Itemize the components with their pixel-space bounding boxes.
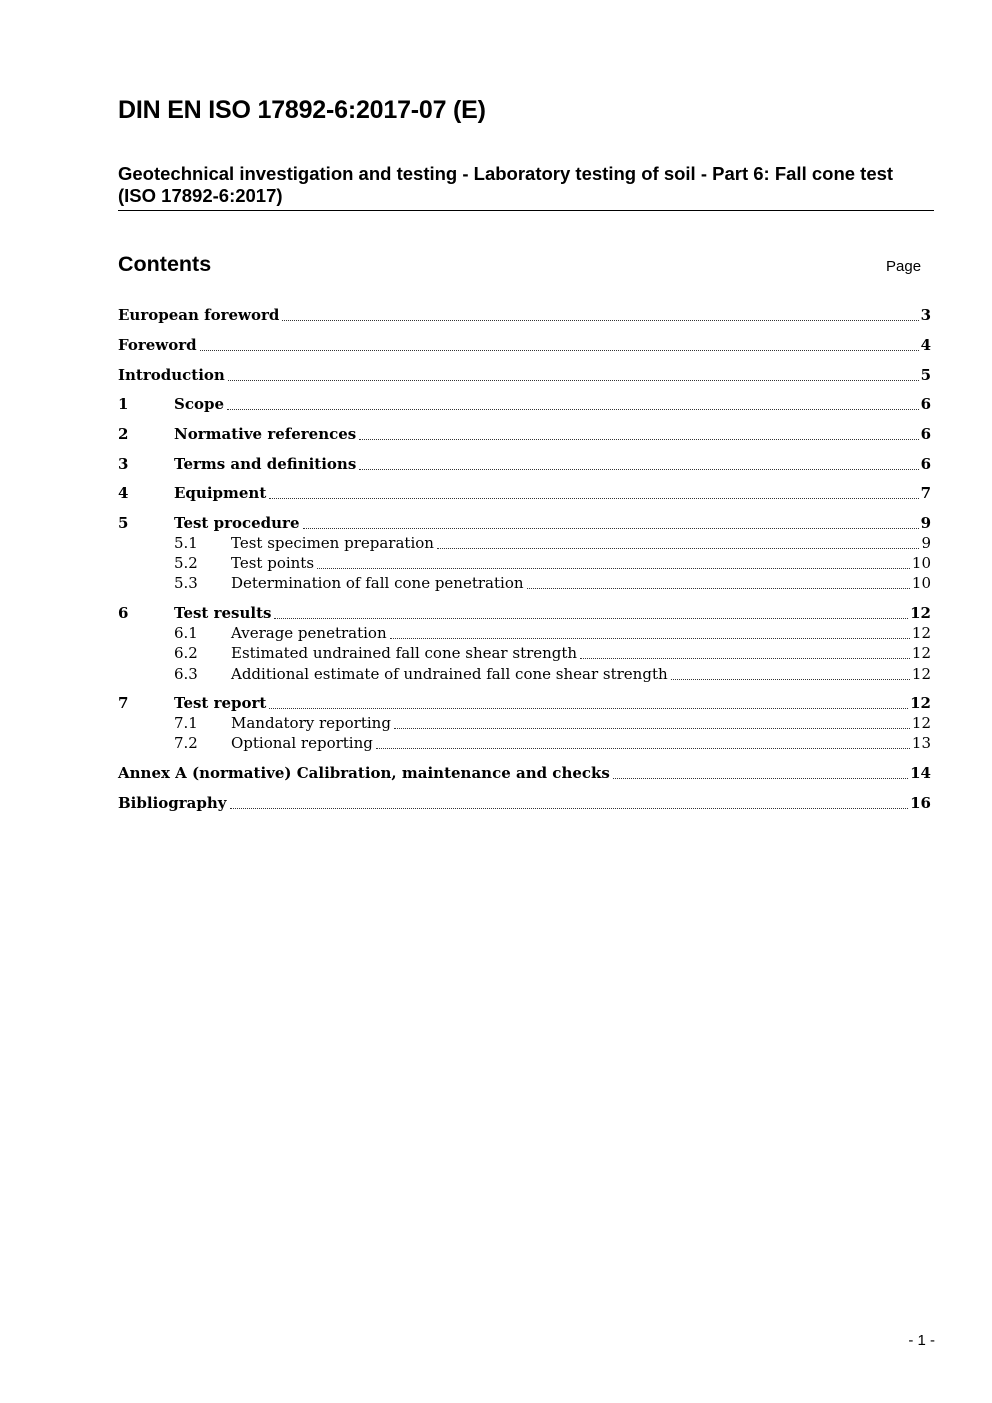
toc-entry-test-report[interactable] [118,693,931,714]
toc-entry-page: 13 [911,734,931,752]
toc-entry-label: Test procedure [174,514,300,532]
toc-entry-page: 3 [920,306,931,324]
toc-entry-label: Estimated undrained fall cone shear strength [231,644,578,662]
toc-leader [282,320,918,321]
toc-entry-normative-references[interactable] [118,424,931,445]
toc-entry-scope[interactable] [118,394,931,415]
toc-entry-label: Annex A (normative) Calibration, maintenance and checks [118,764,610,782]
toc-entry-number: 6.2 [174,644,198,662]
toc-entry-mandatory-reporting[interactable] [118,713,931,734]
toc-entry-test-specimen-preparation[interactable] [118,533,931,554]
toc-entry-page: 6 [920,395,931,413]
toc-entry-label: Test results [174,604,272,622]
toc-entry-test-results[interactable] [118,603,931,624]
toc-entry-page: 5 [920,366,931,384]
toc-entry-page: 12 [910,604,931,622]
title-divider [118,210,934,211]
toc-leader [376,748,910,749]
toc-leader [317,568,910,569]
toc-entry-foreword[interactable] [118,335,931,356]
toc-entry-label: Normative references [174,425,357,443]
toc-entry-label: Mandatory reporting [231,714,391,732]
toc-entry-number: 7.2 [174,734,198,752]
document-title: DIN EN ISO 17892-6:2017-07 (E) [118,96,486,124]
toc-entry-bibliography[interactable] [118,793,931,814]
toc-entry-average-penetration[interactable] [118,623,931,644]
toc-leader [269,708,908,709]
toc-entry-optional-reporting[interactable] [118,733,931,754]
toc-entry-page: 12 [911,624,931,642]
toc-entry-label: Bibliography [118,794,227,812]
toc-entry-page: 16 [910,794,931,812]
toc-entry-page: 12 [911,665,931,683]
document-subtitle: Geotechnical investigation and testing - Laboratory testing of soil - Part 6: Fall cone test (ISO 17892-6:2017) [118,163,894,206]
toc-entry-number: 7 [118,694,129,712]
toc-entry-equipment[interactable] [118,483,931,504]
toc-entry-estimated-shear-strength[interactable] [118,643,931,664]
toc-entry-number: 5.2 [174,554,198,572]
toc-entry-page: 14 [910,764,931,782]
toc-entry-page: 6 [920,425,931,443]
toc-entry-european-foreword[interactable] [118,305,931,326]
toc-entry-number: 3 [118,455,129,473]
toc-entry-label: Terms and definitions [174,455,357,473]
toc-entry-page: 12 [911,714,931,732]
toc-leader [613,778,908,779]
toc-entry-page: 6 [920,455,931,473]
toc-entry-label: Test points [231,554,315,572]
toc-leader [230,808,909,809]
toc-leader [303,528,919,529]
toc-leader [527,588,910,589]
toc-entry-page: 12 [911,644,931,662]
toc-entry-page: 7 [920,484,931,502]
toc-entry-label: Test report [174,694,267,712]
toc-entry-label: Optional reporting [231,734,373,752]
toc-leader [394,728,910,729]
toc-entry-fall-cone-penetration[interactable] [118,573,931,594]
toc-entry-number: 5 [118,514,129,532]
toc-entry-page: 10 [911,574,931,592]
toc-leader [390,638,910,639]
toc-entry-terms-and-definitions[interactable] [118,454,931,475]
toc-entry-introduction[interactable] [118,365,931,386]
toc-leader [269,498,918,499]
toc-leader [227,409,919,410]
toc-entry-page: 9 [921,534,931,552]
toc-leader [437,548,920,549]
toc-entry-number: 5.3 [174,574,198,592]
toc-entry-number: 6.3 [174,665,198,683]
toc-entry-label: Scope [174,395,225,413]
toc-entry-number: 5.1 [174,534,198,552]
toc-entry-label: European foreword [118,306,280,324]
toc-leader [200,350,919,351]
toc-entry-label: Additional estimate of undrained fall cone shear strength [231,665,668,683]
toc-entry-label: Equipment [174,484,267,502]
toc-entry-test-points[interactable] [118,553,931,574]
toc-entry-annex-a[interactable] [118,763,931,784]
page-column-label: Page [886,258,922,275]
toc-entry-additional-shear-strength[interactable] [118,664,931,685]
toc-leader [228,380,919,381]
toc-entry-label: Introduction [118,366,225,384]
contents-heading: Contents [118,252,212,276]
toc-leader [274,618,908,619]
toc-entry-number: 6 [118,604,129,622]
toc-entry-page: 12 [910,694,931,712]
toc-leader [359,439,918,440]
toc-entry-page: 9 [920,514,931,532]
toc-entry-number: 7.1 [174,714,198,732]
toc-entry-page: 4 [920,336,931,354]
toc-entry-number: 4 [118,484,129,502]
toc-leader [359,469,918,470]
toc-entry-number: 2 [118,425,129,443]
toc-entry-label: Average penetration [231,624,387,642]
toc-leader [580,658,910,659]
toc-entry-label: Test specimen preparation [231,534,434,552]
toc-entry-number: 1 [118,395,129,413]
toc-leader [671,679,910,680]
toc-entry-label: Determination of fall cone penetration [231,574,524,592]
toc-entry-number: 6.1 [174,624,198,642]
page-number: - 1 - [908,1332,935,1349]
toc-entry-page: 10 [911,554,931,572]
toc-entry-label: Foreword [118,336,197,354]
toc-entry-test-procedure[interactable] [118,513,931,534]
